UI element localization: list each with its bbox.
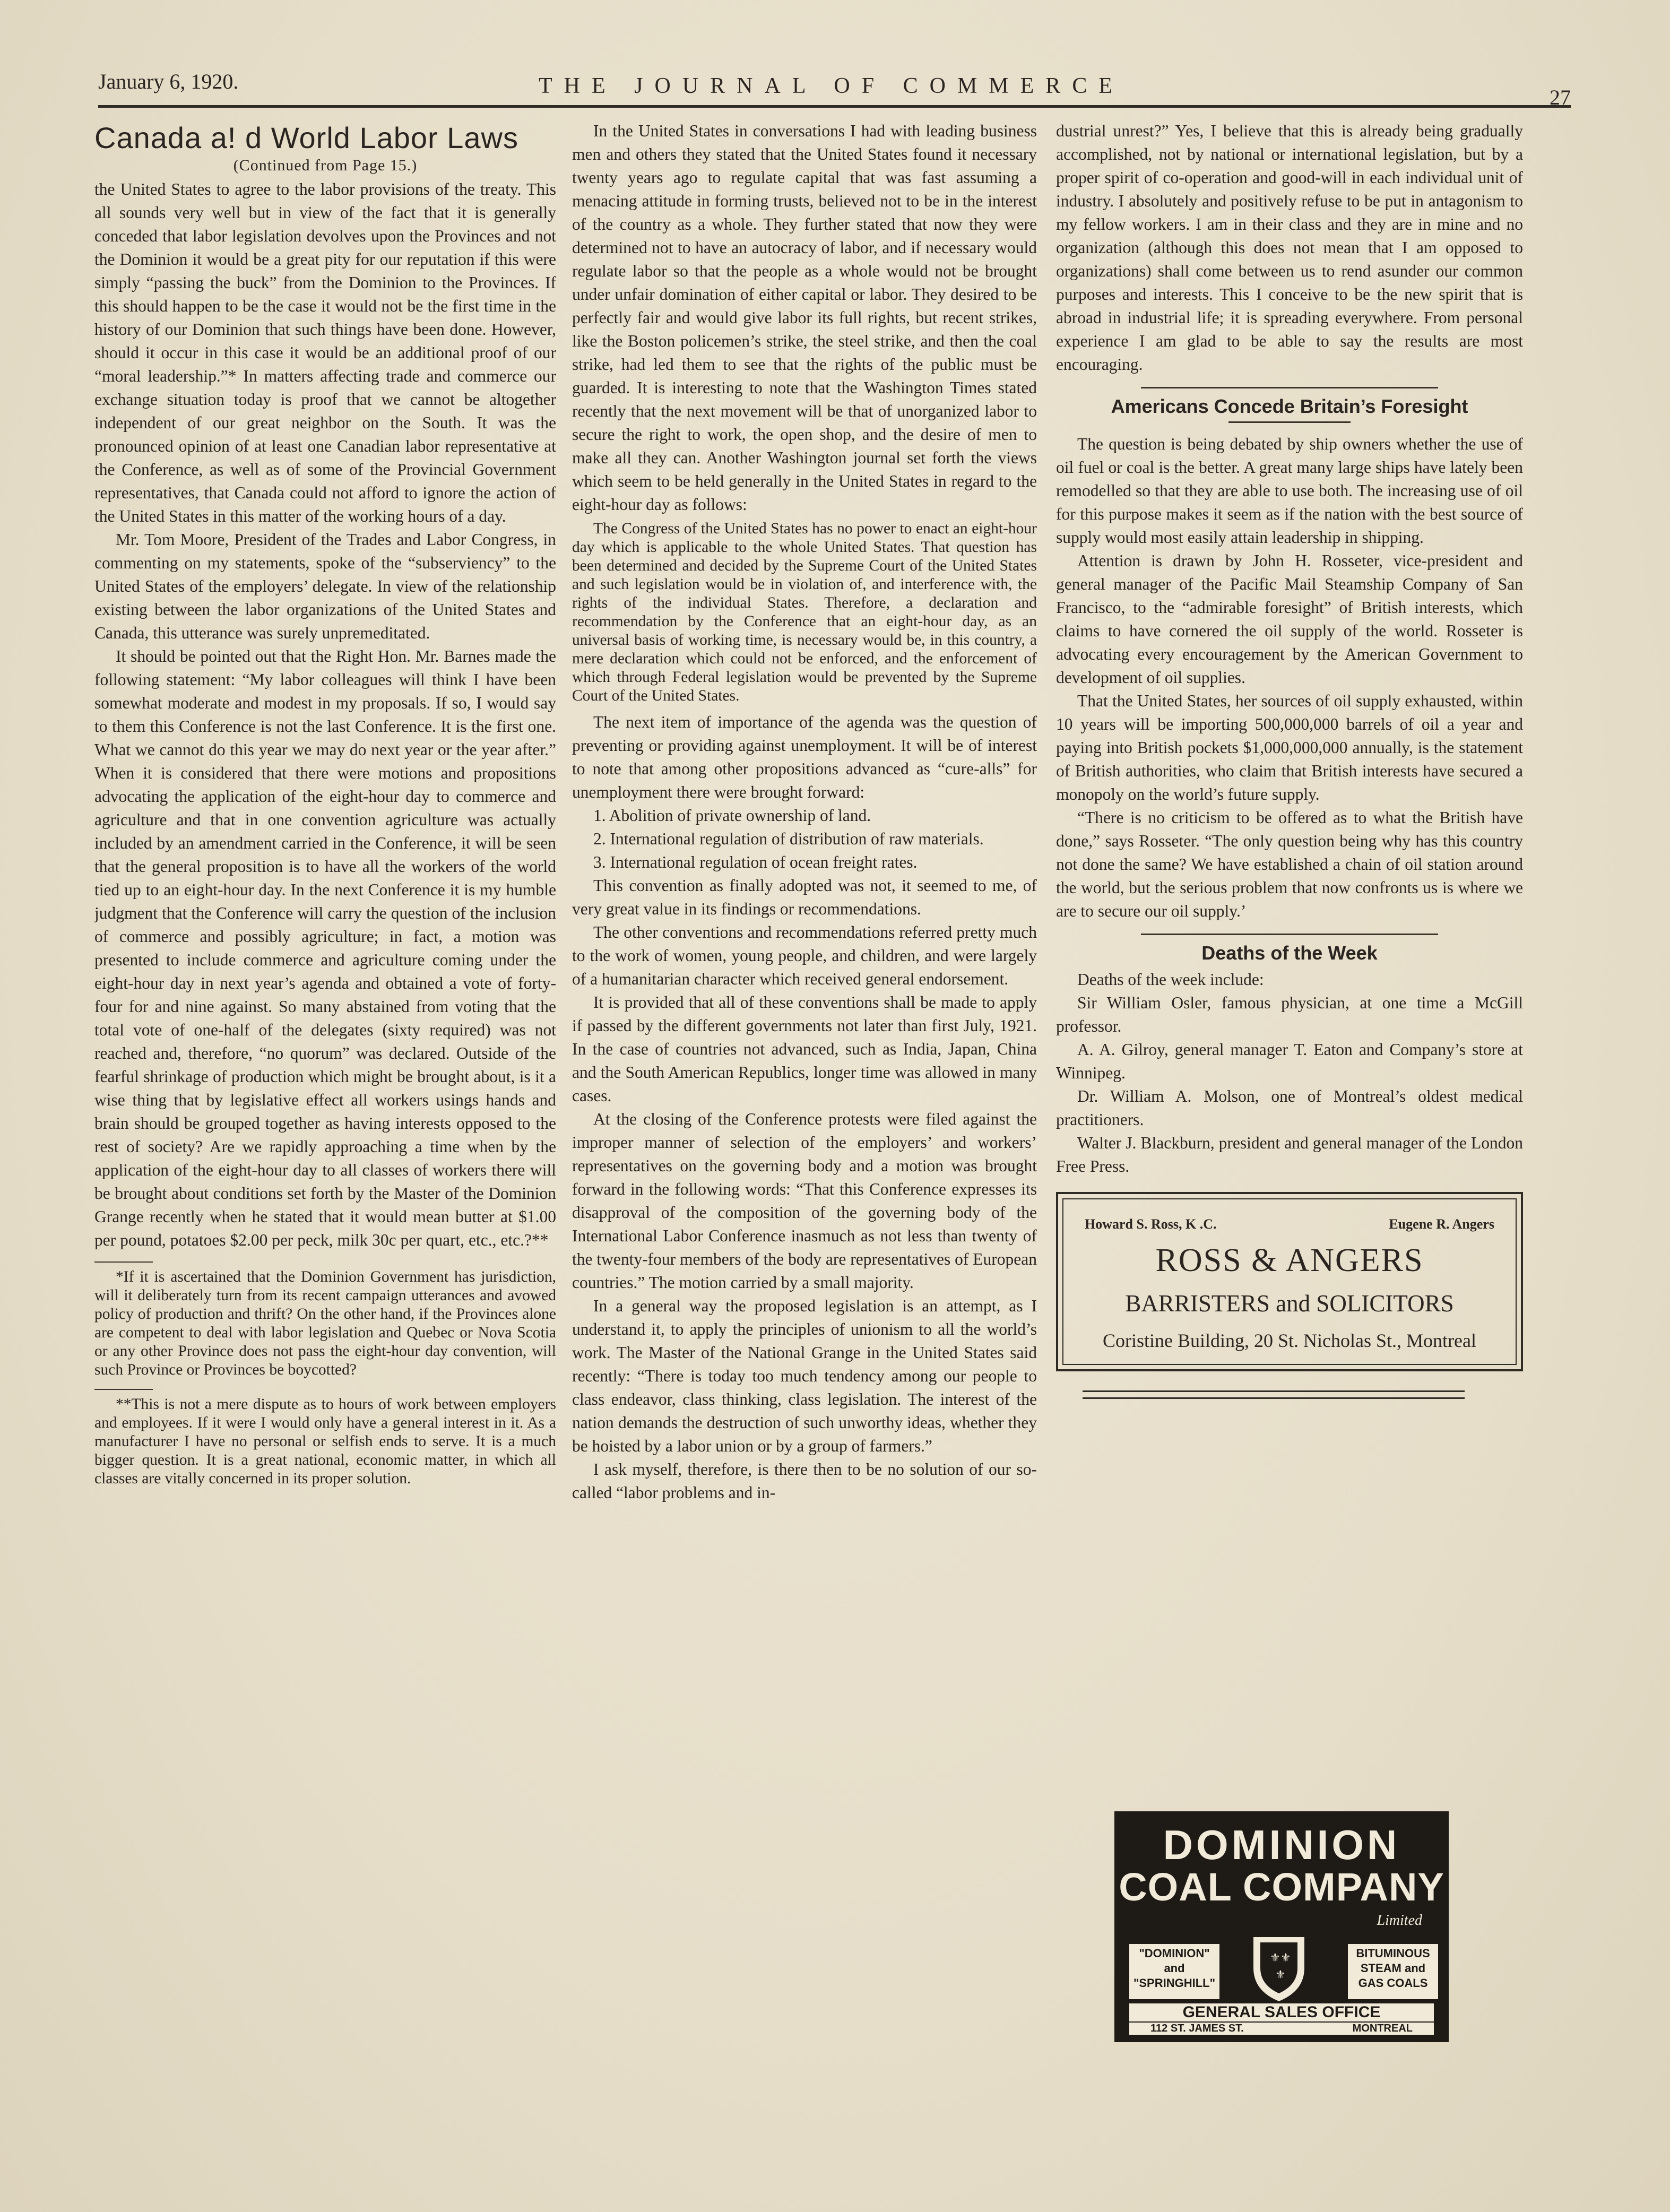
publication-title: THE JOURNAL OF COMMERCE xyxy=(539,74,1124,98)
brand-names: "DOMINION" and "SPRINGHILL" xyxy=(1129,1944,1219,1999)
partner-name: Howard S. Ross, K .C. xyxy=(1085,1216,1217,1232)
street-address: 112 ST. JAMES ST. xyxy=(1150,2023,1244,2034)
firm-address: Coristine Building, 20 St. Nicholas St., Montreal xyxy=(1103,1330,1476,1351)
footnote: *If it is ascertained that the Dominion Government has jurisdiction, will it deliberately turn from its recent campaign utterances and avowed policy of production and thrift? On the other hand, if the Provinces alone are competent to deal with labor legislation and Quebec or Nova Scotia or any other Province does not pass the eight-hour day convention, will such Province or Provinces be boycotted? xyxy=(94,1268,556,1378)
section-rule xyxy=(1141,387,1438,388)
article-headline-labor-laws: Canada a! d World Labor Laws xyxy=(94,121,518,154)
sales-office-address xyxy=(1129,2023,1434,2035)
paragraph: The question is being debated by ship owners whether the use of oil fuel or coal is the better. A great many large ships have lately been remodelled so that they are able to use both. The increasing use of oil for this purpose makes it seem as if the nation with the best source of supply would most easily attain leadership in shipping. xyxy=(1056,435,1523,547)
paragraph: Walter J. Blackburn, president and general manager of the London Free Press. xyxy=(1056,1134,1523,1176)
paragraph: dustrial unrest?” Yes, I believe that this is already being gradually accomplished, not by national or international legislation, but by a proper spirit of co-operation and good-will in each individual unit of industry. I absolutely and positively refuse to be put in antagonism to my fellow workers. I am in their class and they are in mine and no organization (although this does not mean that I am opposed to organizations) shall come between us to rend asunder our common purposes and interests. This I conceive to be the new spirit that is abroad in industrial life; it is spreading everywhere. From personal experience I am glad to be able to say the results are most encouraging. xyxy=(1056,122,1523,374)
paragraph: I ask myself, therefore, is there then to be no solution of our so-called “labor problems and in- xyxy=(572,1460,1037,1502)
section-rule xyxy=(1228,421,1351,423)
limited-label: Limited xyxy=(1377,1912,1422,1929)
paragraph: Sir William Osler, famous physician, at one time a McGill professor. xyxy=(1056,993,1523,1035)
dominion-coal-advertisement xyxy=(1114,1811,1449,2042)
paragraph: It is provided that all of these conventions shall be made to apply if passed by the different governments not later than first July, 1921. In the case of countries not advanced, such as India, Japan, China and the South American Republics, longer time was allowed in many cases. xyxy=(572,993,1037,1105)
paragraph: Dr. William A. Molson, one of Montreal’s oldest medical practitioners. xyxy=(1056,1087,1523,1129)
paragraph: the United States to agree to the labor provisions of the treaty. This all sounds very well but in view of the fact that it is generally conceded that labor legislation devolves upon the Provinces and not the Dominion it would be a great pity for our reputation if this were simply “passing the buck” from the Dominion to the Provinces. If this should happen to be the case it would not be the first time in the history of our Dominion that such things have been done. However, should it occur in this case it would be an additional proof of our “moral leadership.”* In matters affecting trade and commerce our exchange situation today is proof that we cannot be altogether independent of our great neighbor on the South. It was the pronounced opinion of at least one Canadian labor representative at the Conference, as well as of some of the Provincial Government representatives, that Canada could not afford to ignore the action of the United States in this matter of the working hours of a day. xyxy=(94,180,556,525)
paragraph: This convention as finally adopted was not, it seemed to me, of very great value in its findings or recommendations. xyxy=(572,876,1037,918)
ad-inner-frame xyxy=(1062,1198,1517,1365)
quoted-passage xyxy=(572,520,1037,705)
firm-name: ROSS & ANGERS xyxy=(1155,1242,1424,1278)
page-number: 27 xyxy=(1550,85,1571,109)
footnote-divider xyxy=(94,1389,153,1390)
article-body-col1 xyxy=(94,178,556,1252)
company-name-line1: DOMINION xyxy=(1163,1821,1400,1868)
svg-text:⚜: ⚜ xyxy=(1270,1951,1280,1965)
article-body-col3 xyxy=(1056,119,1523,376)
list-item: 3. International regulation of ocean freight rates. xyxy=(593,853,918,871)
partner-name: Eugene R. Angers xyxy=(1389,1216,1494,1232)
article-body-col2-cont xyxy=(572,711,1037,1505)
firm-role: BARRISTERS and SOLICITORS xyxy=(1125,1290,1454,1317)
article-headline-foresight: Americans Concede Britain’s Foresight xyxy=(1111,395,1468,417)
paragraph: The other conventions and recommendations referred pretty much to the work of women, young people, and children, and were largely of a humanitarian character which received general endorsement. xyxy=(572,923,1037,988)
article-body-foresight xyxy=(1056,433,1523,923)
ross-angers-advertisement xyxy=(1056,1192,1523,1371)
column-1 xyxy=(94,119,556,2120)
svg-text:⚜: ⚜ xyxy=(1280,1951,1291,1965)
company-name-line2: COAL COMPANY xyxy=(1119,1865,1444,1909)
paragraph: At the closing of the Conference protests were filed against the improper manner of selection of the employers’ and workers’ representatives on the governing body and a motion was brought forward in the following words: “That this Conference expresses its disapproval of the composition of the governing body of the International Labor Conference inasmuch as not less than twenty of the twenty-four members of the body are representatives of European countries.” The motion carried by a small majority. xyxy=(572,1110,1037,1292)
coal-types: BITUMINOUS STEAM and GAS COALS xyxy=(1348,1944,1438,1999)
article-body-col2 xyxy=(572,119,1037,516)
section-rule xyxy=(1141,934,1438,935)
paragraph: In a general way the proposed legislation is an attempt, as I understand it, to apply the principles of unionism to all the world’s work. The Master of the National Grange in the United States said recently: “There is today too much tendency among our people to class endeavor, class thinking, class legislation. The interest of the nation demands the destruction of such unworthy ideas, whether they be hoisted by a labor union or by a group of farmers.” xyxy=(572,1297,1037,1455)
double-rule xyxy=(1083,1390,1465,1399)
paragraph: That the United States, her sources of oil supply exhausted, within 10 years will be importing 500,000,000 barrels of oil a year and paying into British pockets $1,000,000,000 annually, is the statement of British authorities, who claim that British interests have secured a monopoly on the world’s future supply. xyxy=(1056,692,1523,803)
article-headline-deaths: Deaths of the Week xyxy=(1201,942,1378,964)
continued-notice: (Continued from Page 15.) xyxy=(233,157,418,174)
paragraph: It should be pointed out that the Right Hon. Mr. Barnes made the following statement: “My labor colleagues will think I have been somewhat moderate and modest in my proposals. If so, I would say to them this Conference is not the last Conference. It is the first one. What we cannot do this year we may do next year or the year after.” When it is considered that there were motions and propositions advocating the application of the eight-hour day to commerce and agriculture and that in one convention agriculture was actually included by an amendment carried in the Conference, it will be seen that the general proposition is to have all the workers of the world tied up to an eight-hour day. In the next Conference it is my humble judgment that the Conference will carry the question of the inclusion of commerce and possibly agriculture; in fact, a motion was presented to include commerce and agriculture coming under the eight-hour day in next year’s agenda and obtained a vote of forty-four for and nine against. So many abstained from voting that the total vote of one-half of the delegates (sixty required) was not reached and, therefore, “no quorum” was declared. Outside of the fearful shrinkage of production which might be brought about, is it a wise thing that by legislative effect all workers usings hands and brain should be grouped together as having interests opposed to the rest of society? Are we rapidly approaching a time when by the application of the eight-hour day to all classes of workers there will be brought about conditions set forth by the Master of the Dominion Grange recently when he stated that it would mean butter at $1.00 per pound, potatoes $2.00 per peck, milk 30c per quart, etc., etc.?** xyxy=(94,647,556,1249)
list-item: 2. International regulation of distribution of raw materials. xyxy=(593,830,984,848)
footnote-divider xyxy=(94,1261,153,1263)
column-2 xyxy=(572,119,1037,2120)
masthead-rule xyxy=(98,105,1571,108)
footnote: **This is not a mere dispute as to hours of work between employers and employees. If it were I would only have a general interest in it. As a manufacturer I have no personal or selfish ends to serve. It is a much bigger question. It is a great national, economic matter, in which all classes are vitally concerned in its proper solution. xyxy=(94,1396,556,1487)
paragraph: “There is no criticism to be offered as to what the British have done,” says Rosseter. “The only question being why has this country not done the same? We have established a chain of oil station around the world, but the serious problem that now confronts us is where we are to secure our oil supply.’ xyxy=(1056,808,1523,920)
paragraph: Attention is drawn by John H. Rosseter, vice-president and general manager of the Pacific Mail Steamship Company of San Francisco, to the “admirable foresight” of British interests, which claims to have cornered the oil supply of the world. Rosseter is advocating every encouragement by the American Government to development of oil supplies. xyxy=(1056,551,1523,687)
article-body-deaths xyxy=(1056,968,1523,1178)
list-item: 1. Abolition of private ownership of land. xyxy=(593,806,871,825)
paragraph: Deaths of the week include: xyxy=(1077,970,1264,989)
partner-names xyxy=(1085,1216,1494,1232)
sales-office-label: GENERAL SALES OFFICE xyxy=(1129,2003,1434,2021)
shield-emblem-icon xyxy=(1239,1925,1319,2005)
issue-date: January 6, 1920. xyxy=(98,70,239,93)
paragraph: The next item of importance of the agenda was the question of preventing or providing against unemployment. It will be of interest to note that among other propositions advanced as “cure-alls” for unemployment there were brought forward: xyxy=(572,713,1037,801)
paragraph: A. A. Gilroy, general manager T. Eaton and Company’s store at Winnipeg. xyxy=(1056,1040,1523,1082)
paragraph: Mr. Tom Moore, President of the Trades and Labor Congress, in commenting on my statements, spoke of the “subserviency” to the United States of the employers’ delegate. In view of the relationship existing between the labor organizations of the United States and Canada, this utterance was surely unpremeditated. xyxy=(94,530,556,642)
city: MONTREAL xyxy=(1352,2023,1413,2034)
footnotes xyxy=(94,1268,556,1488)
svg-text:⚜: ⚜ xyxy=(1275,1968,1286,1982)
paragraph: In the United States in conversations I had with leading business men and others they stated that the United States found it necessary twenty years ago to regulate capital that was fast assuming a menacing attitude in forming trusts, believed not to be in the interest of the country as a whole. They further stated that now they were determined not to have an autocracy of labor, and if necessary would regulate labor so that the people as a whole would not be brought under unfair domination of either capital or labor. They desired to be perfectly fair and would give labor its full rights, but recent strikes, like the Boston policemen’s strike, the steel strike, and then the coal strike, had led them to see that the rights of the public must be guarded. It is interesting to note that the Washington Times stated recently that the next movement will be that of unorganized labor to secure the right to work, the open shop, and the desire of men to make all they can. Another Washington journal set forth the views which seem to be held generally in the United States in regard to the eight-hour day as follows: xyxy=(572,122,1037,514)
quote-text: The Congress of the United States has no power to enact an eight-hour day which is applicable to the whole United States. That question has been determined and decided by the Supreme Court of the United States and such legislation would be in violation of, and interference with, the rights of the individual States. Therefore, a declaration and recommendation by the Conference that an eight-hour day, as an universal basis of working time, is necessary would be, in this country, a mere declaration which could not be enforced, and the enforcement of which through Federal legislation would be prevented by the Supreme Court of the United States. xyxy=(572,520,1037,704)
